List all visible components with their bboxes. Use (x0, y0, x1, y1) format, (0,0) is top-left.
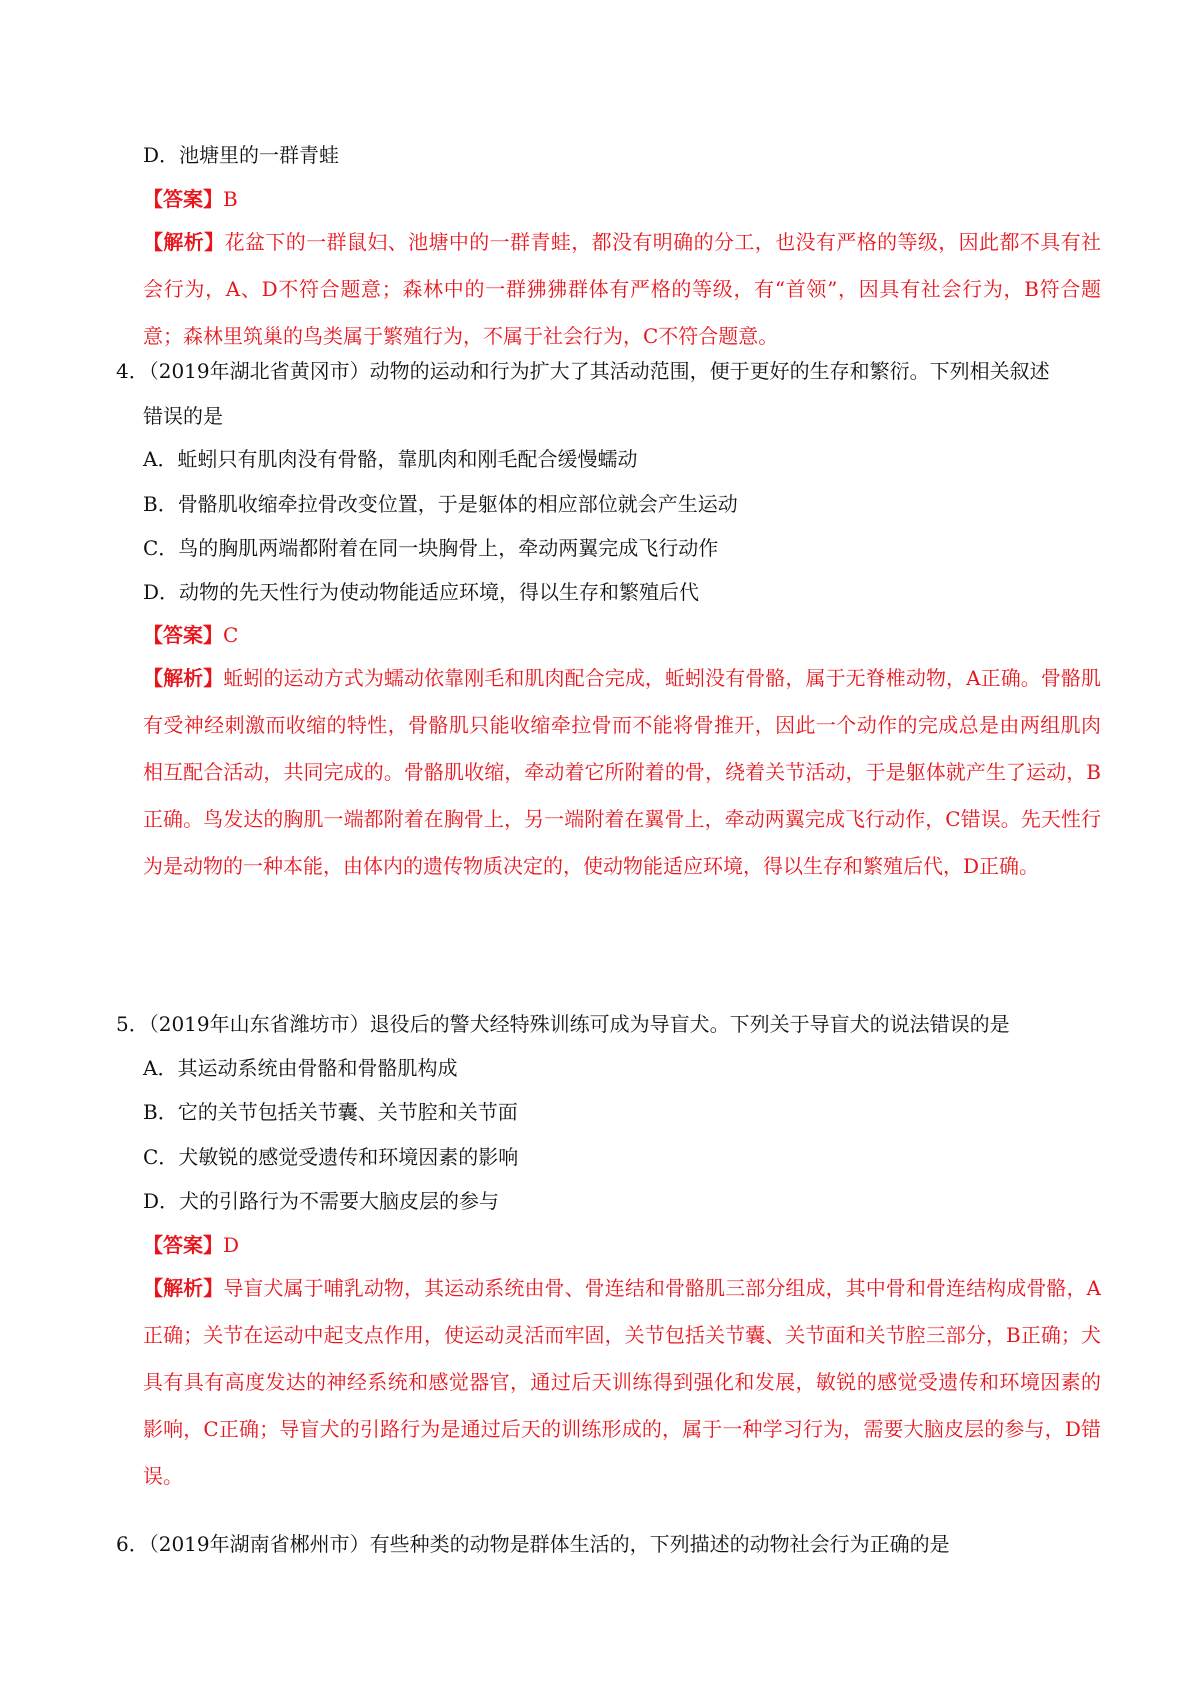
q5-option-c: C．犬敏锐的感觉受遗传和环境因素的影响 (143, 1145, 519, 1169)
q3-answer (143, 185, 238, 213)
answer-value: B (223, 187, 238, 211)
analysis-label: 【解析】 (143, 230, 225, 254)
q3-analysis (143, 219, 1101, 360)
analysis-text: 花盆下的一群鼠妇、池塘中的一群青蛙，都没有明确的分工，也没有严格的等级，因此都不具有社会行为，A、D不符合题意；森林中的一群狒狒群体有严格的等级，有“首领”，因具有社会行为，B符合题意；森林里筑巢的鸟类属于繁殖行为，不属于社会行为，C不符合题意。 (143, 230, 1102, 348)
answer-label: 【答案】 (143, 187, 223, 211)
answer-value: C (223, 623, 239, 647)
q5-answer (143, 1231, 239, 1259)
answer-value: D (223, 1233, 240, 1257)
q5-option-d: D．犬的引路行为不需要大脑皮层的参与 (143, 1189, 500, 1213)
answer-label: 【答案】 (143, 623, 223, 647)
q4-stem-line2: 错误的是 (143, 404, 223, 428)
q5-option-a: A．其运动系统由骨骼和骨骼肌构成 (143, 1056, 458, 1080)
q5-analysis (143, 1265, 1101, 1500)
q5-option-b: B．它的关节包括关节囊、关节腔和关节面 (143, 1100, 518, 1124)
q5-stem: 5．（2019年山东省潍坊市）退役后的警犬经特殊训练可成为导盲犬。下列关于导盲犬的说法错误的是 (116, 1012, 1010, 1036)
q4-option-d: D．动物的先天性行为使动物能适应环境，得以生存和繁殖后代 (143, 580, 700, 604)
q6-stem: 6．（2019年湖南省郴州市）有些种类的动物是群体生活的，下列描述的动物社会行为正确的是 (116, 1532, 950, 1556)
q4-option-b: B．骨骼肌收缩牵拉骨改变位置，于是躯体的相应部位就会产生运动 (143, 492, 738, 516)
q4-option-c: C．鸟的胸肌两端都附着在同一块胸骨上，牵动两翼完成飞行动作 (143, 536, 719, 560)
answer-label: 【答案】 (143, 1233, 223, 1257)
analysis-label: 【解析】 (143, 1276, 224, 1300)
q4-analysis (143, 655, 1101, 890)
q4-option-a: A．蚯蚓只有肌肉没有骨骼，靠肌肉和刚毛配合缓慢蠕动 (143, 447, 638, 471)
analysis-label: 【解析】 (143, 666, 224, 690)
q4-stem-line1: 4．（2019年湖北省黄冈市）动物的运动和行为扩大了其活动范围，便于更好的生存和繁衍。下列相关叙述 (116, 359, 1050, 383)
analysis-text: 蚯蚓的运动方式为蠕动依靠刚毛和肌肉配合完成，蚯蚓没有骨骼，属于无脊椎动物，A正确。骨骼肌有受神经刺激而收缩的特性，骨骼肌只能收缩牵拉骨而不能将骨推开，因此一个动作的完成总是由两组肌肉相互配合活动，共同完成的。骨骼肌收缩，牵动着它所附着的骨，绕着关节活动，于是躯体就产生了运动，B正确。鸟发达的胸肌一端都附着在胸骨上，另一端附着在翼骨上，牵动两翼完成飞行动作，C错误。先天性行为是动物的一种本能，由体内的遗传物质决定的，使动物能适应环境，得以生存和繁殖后代，D正确。 (143, 666, 1102, 878)
analysis-text: 导盲犬属于哺乳动物，其运动系统由骨、骨连结和骨骼肌三部分组成，其中骨和骨连结构成骨骼，A正确；关节在运动中起支点作用，使运动灵活而牢固，关节包括关节囊、关节面和关节腔三部分，B正确；犬具有具有高度发达的神经系统和感觉器官，通过后天训练得到强化和发展，敏锐的感觉受遗传和环境因素的影响，C正确；导盲犬的引路行为是通过后天的训练形成的，属于一种学习行为，需要大脑皮层的参与，D错误。 (143, 1276, 1102, 1488)
q3-option-d: D．池塘里的一群青蛙 (143, 143, 340, 167)
q4-answer (143, 621, 238, 649)
